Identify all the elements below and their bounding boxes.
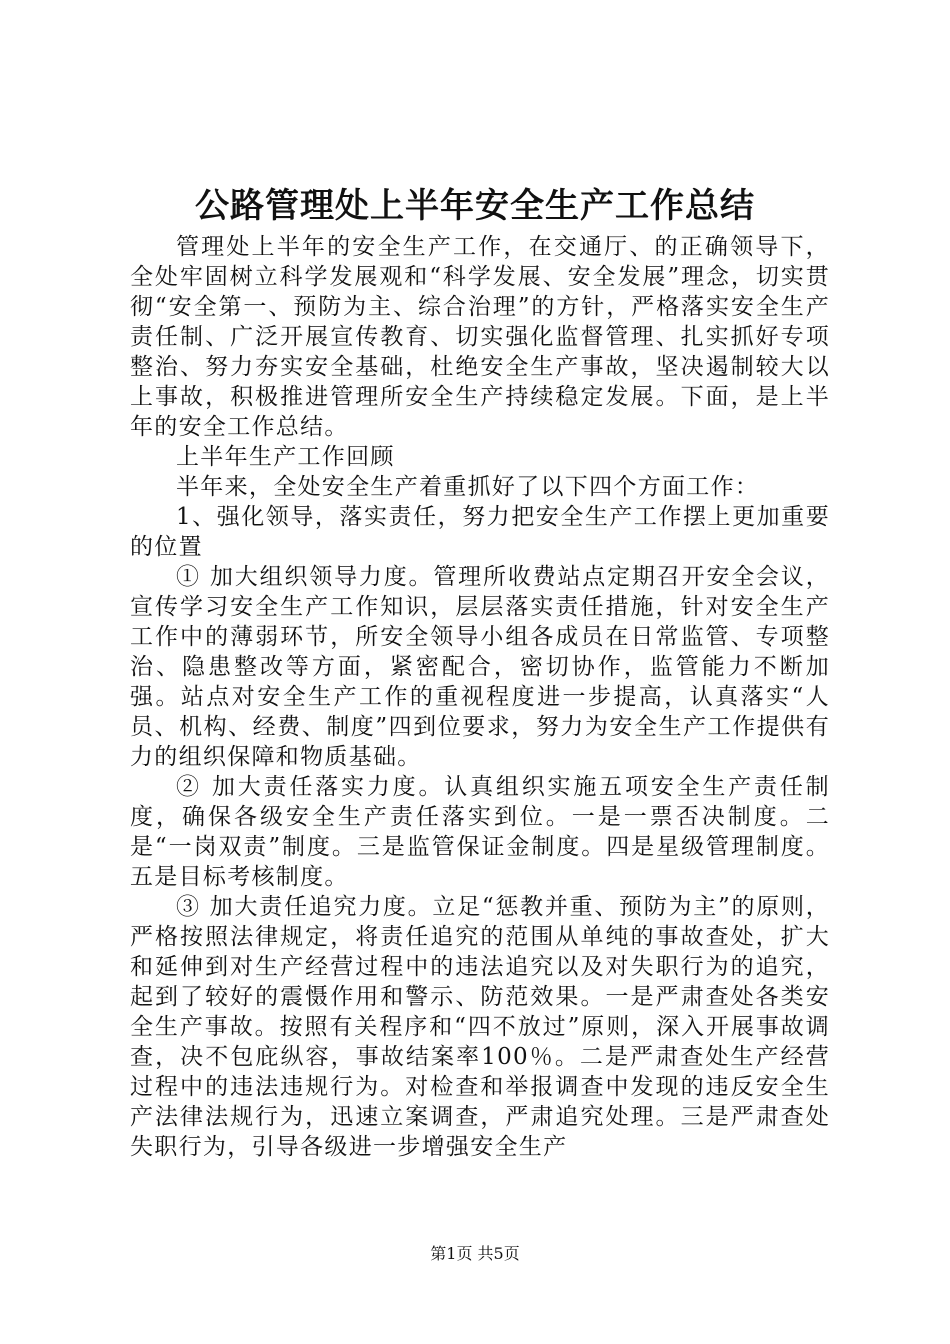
document-title: 公路管理处上半年安全生产工作总结 <box>195 186 755 226</box>
paragraph-intro: 管理处上半年的安全生产工作，在交通厅、的正确领导下，全处牢固树立科学发展观和“科学发展、安全发展”理念，切实贯彻“安全第一、预防为主、综合治理”的方针，严格落实安全生产责任制、广泛开展宣传教育、切实强化监督管理、扎实抓好专项整治、努力夯实安全基础，杜绝安全生产事故，坚决遏制较大以上事故，积极推进管理所安全生产持续稳定发展。下面，是上半年的安全工作总结。 <box>130 234 830 440</box>
paragraph-overview: 半年来，全处安全生产着重抓好了以下四个方面工作： <box>176 474 760 500</box>
paragraph-item-2: ② 加大责任落实力度。认真组织实施五项安全生产责任制度，确保各级安全生产责任落实到位。一是一票否决制度。二是“一岗双责”制度。三是监管保证金制度。四是星级管理制度。五是目标考核制度。 <box>130 774 830 890</box>
paragraph-item-3: ③ 加大责任追究力度。立足“惩教并重、预防为主”的原则，严格按照法律规定，将责任追究的范围从单纯的事故查处，扩大和延伸到对生产经营过程中的违法追究以及对失职行为的追究，起到了较好的震慑作用和警示、防范效果。一是严肃查处各类安全生产事故。按照有关程序和“四不放过”原则，深入开展事故调查，决不包庇纵容，事故结案率100％。二是严肃查处生产经营过程中的违法违规行为。对检查和举报调查中发现的违反安全生产法律法规行为，迅速立案调查，严肃追究处理。三是严肃查处失职行为，引导各级进一步增强安全生产 <box>130 894 830 1160</box>
page-footer: 第1页 共5页 <box>430 1244 520 1263</box>
section-heading: 上半年生产工作回顾 <box>176 444 395 470</box>
paragraph-item-1: ① 加大组织领导力度。管理所收费站点定期召开安全会议，宣传学习安全生产工作知识，层层落实责任措施，针对安全生产工作中的薄弱环节，所安全领导小组各成员在日常监管、专项整治、隐患整改等方面，紧密配合，密切协作，监管能力不断加强。站点对安全生产工作的重视程度进一步提高，认真落实“人员、机构、经费、制度”四到位要求，努力为安全生产工作提供有力的组织保障和物质基础。 <box>130 564 830 770</box>
document-body <box>130 232 830 1162</box>
subsection-heading: 1、强化领导，落实责任，努力把安全生产工作摆上更加重要的位置 <box>130 504 830 560</box>
